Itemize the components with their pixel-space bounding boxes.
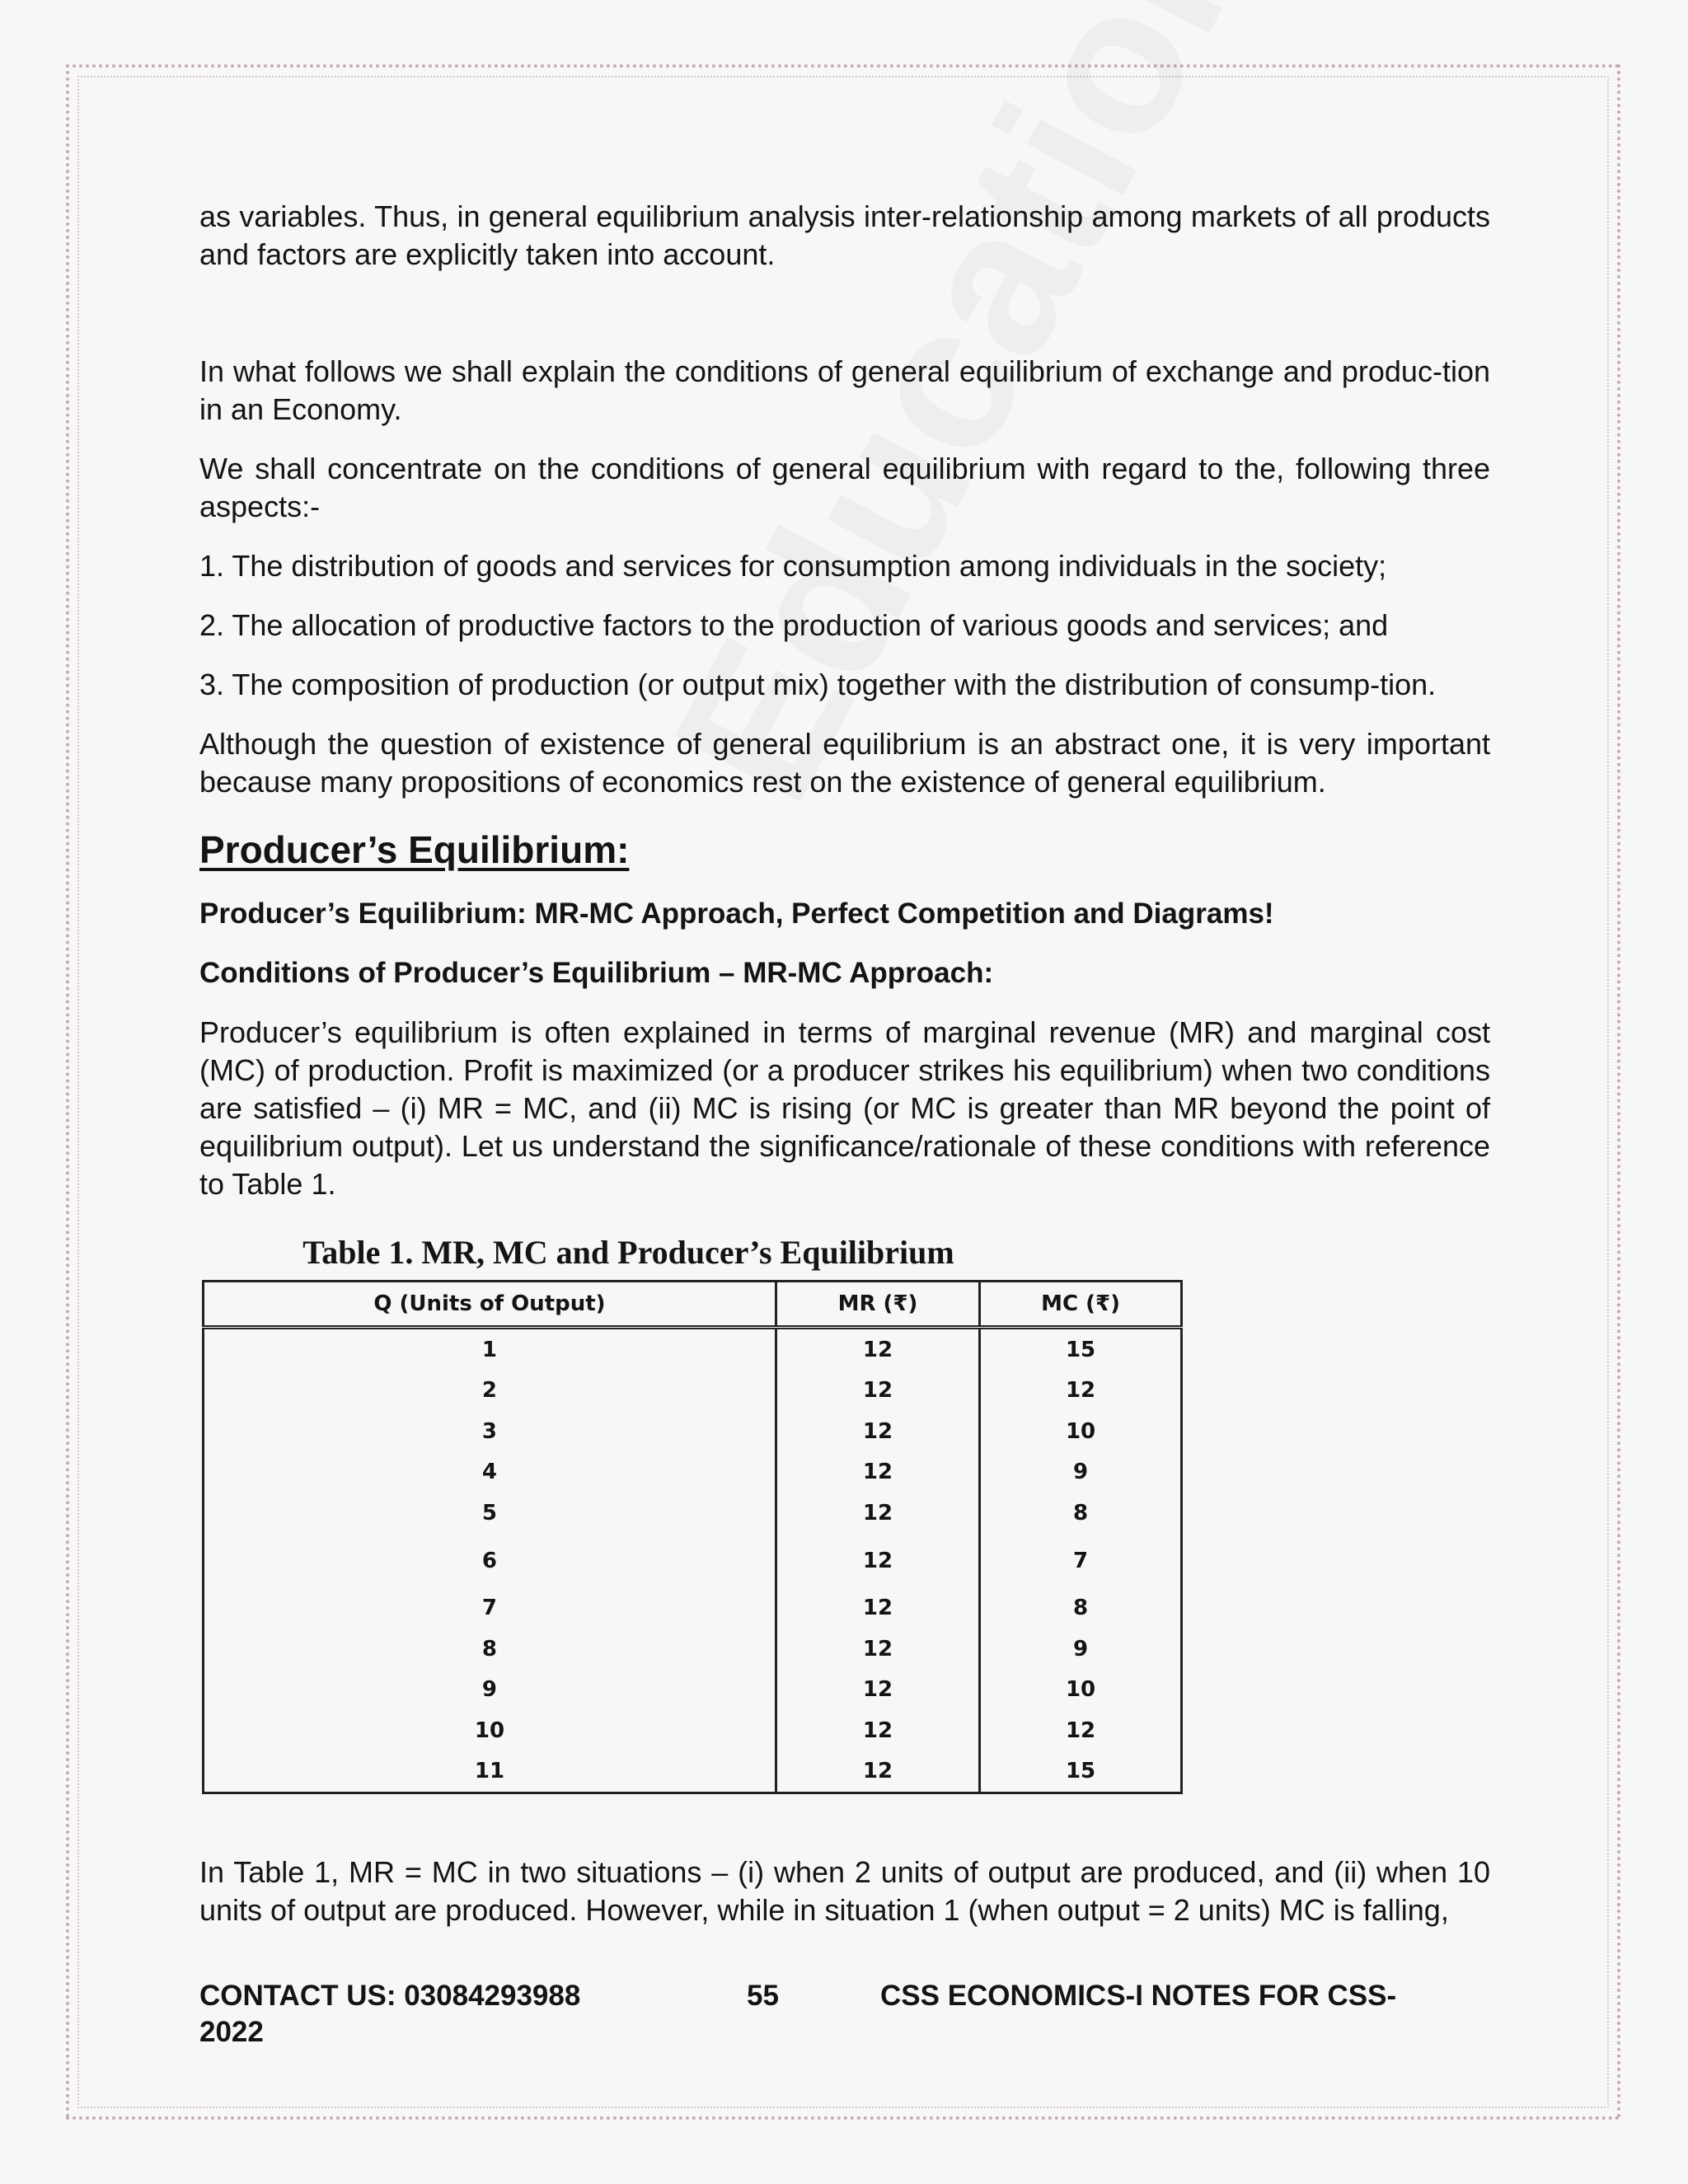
paragraph-three-aspects: We shall concentrate on the conditions of general equilibrium with regard to the, following three aspects:- [199,452,1490,523]
cell-mr: 12 [776,1670,979,1711]
cell-mr: 12 [776,1534,979,1588]
cell-mr: 12 [776,1629,979,1670]
cell-mr: 12 [776,1493,979,1534]
table-row [204,1710,1182,1751]
cell-mr: 12 [776,1328,979,1371]
cell-mr: 12 [776,1452,979,1493]
cell-mc: 10 [980,1670,1182,1711]
table-row [204,1534,1182,1588]
column-header-q: Q (Units of Output) [204,1282,776,1328]
cell-mc: 10 [980,1411,1182,1452]
table-row [204,1493,1182,1534]
cell-q: 3 [481,1418,497,1444]
cell-q: 5 [481,1500,497,1526]
cell-mc: 15 [980,1328,1182,1371]
page-content [199,198,1490,1203]
footer-contact: CONTACT US: 03084293988 [199,1980,581,2012]
table-row [204,1629,1182,1670]
paragraph-what-follows: In what follows we shall explain the conditions of general equilibrium of exchange and produc-tion in an Economy. [199,354,1490,426]
cell-mc: 12 [980,1371,1182,1412]
paragraph-existence: Although the question of existence of general equilibrium is an abstract one, it is very important because many propositions of economics rest on the existence of general equilibrium. [199,727,1490,799]
cell-q: 2 [481,1378,497,1404]
cell-q: 9 [481,1677,497,1703]
cell-q: 10 [474,1718,505,1743]
cell-q: 11 [474,1759,505,1784]
cell-q: 1 [481,1337,497,1362]
cell-mr: 12 [776,1751,979,1793]
footer-year: 2022 [199,2016,264,2048]
section-heading: Producer’s Equilibrium: [199,828,630,871]
footer-notes-title: CSS ECONOMICS-I NOTES FOR CSS- [880,1980,1397,2012]
table-row [204,1588,1182,1629]
cell-mc: 12 [980,1710,1182,1751]
cell-mr: 12 [776,1588,979,1629]
column-header-mr: MR (₹) [776,1282,979,1328]
paragraph-intro: as variables. Thus, in general equilibrium analysis inter-relationship among markets of all products and factors are explicitly taken into account. [199,199,1490,271]
table-header-row [204,1282,1182,1328]
table-row [204,1328,1182,1371]
table-caption: Table 1. MR, MC and Producer’s Equilibrium [302,1234,954,1271]
cell-mr: 12 [776,1371,979,1412]
sub-heading-approach: Producer’s Equilibrium: MR-MC Approach, Perfect Competition and Diagrams! [199,898,1274,930]
paragraph-table-discussion: In Table 1, MR = MC in two situations – (i) when 2 units of output are produced, and (ii) when 10 units of output are produced. However, while in situation 1 (when output = 2 units) MC is falling, [199,1855,1490,1927]
cell-mc: 7 [980,1534,1182,1588]
table-row [204,1670,1182,1711]
data-table [202,1280,1183,1794]
list-item: 1. The distribution of goods and services for consumption among individuals in the society; [199,549,1387,583]
page-content-lower [199,1854,1490,1929]
table-figure [202,1232,1187,1794]
cell-q: 6 [481,1548,497,1573]
page-number: 55 [747,1980,779,2012]
cell-mc: 8 [980,1493,1182,1534]
cell-q: 4 [481,1460,497,1485]
table-row [204,1452,1182,1493]
table-row [204,1411,1182,1452]
cell-mr: 12 [776,1710,979,1751]
cell-q: 8 [481,1636,497,1661]
cell-mc: 15 [980,1751,1182,1793]
column-header-mc: MC (₹) [980,1282,1182,1328]
cell-mr: 12 [776,1411,979,1452]
cell-mc: 9 [980,1629,1182,1670]
list-item: 2. The allocation of productive factors to the production of various goods and services; and [199,608,1389,642]
cell-q: 7 [481,1596,497,1621]
table-row [204,1371,1182,1412]
table-row [204,1751,1182,1793]
cell-mc: 9 [980,1452,1182,1493]
cell-mc: 8 [980,1588,1182,1629]
list-item: 3. The composition of production (or output mix) together with the distribution of consump-tion. [199,668,1437,701]
sub-heading-conditions: Conditions of Producer’s Equilibrium – MR-MC Approach: [199,957,994,989]
paragraph-mr-mc: Producer’s equilibrium is often explained in terms of marginal revenue (MR) and marginal cost (MC) of production. Profit is maximized (or a producer strikes his equilibrium) when two conditions are satisfied – (i) MR = MC, and (ii) MC is rising (or MC is greater than MR beyond the point of equilibrium output). Let us understand the significance/rationale of these conditions with reference to Table 1. [199,1015,1490,1201]
